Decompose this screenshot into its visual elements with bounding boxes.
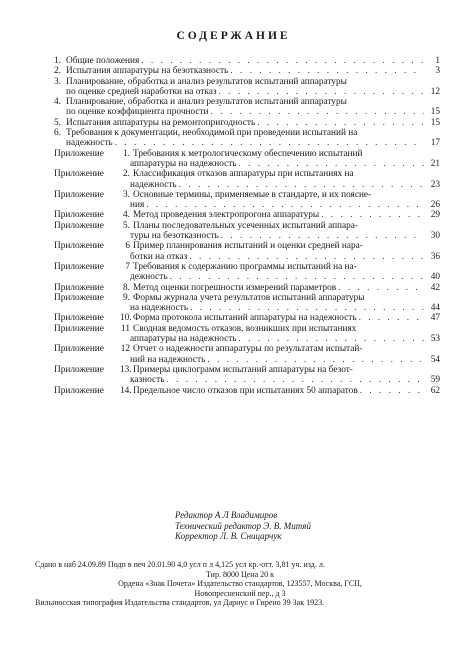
toc-entry-line (54, 303, 440, 313)
toc-appendix-entry (54, 149, 440, 170)
imprint-line-publisher: Ордена «Знак Почета» Издательство стандартов, 123557, Москва, ГСП, (118, 579, 362, 589)
section-number: 4. (54, 97, 61, 108)
dot-leader (360, 386, 424, 396)
toc-entry-line (54, 334, 440, 344)
toc-entry-line (54, 313, 440, 323)
appendix-number: 3. (123, 189, 130, 200)
page-number: 17 (430, 138, 440, 149)
imprint-line-circulation: Тир. 8000 Цена 20 к (205, 569, 274, 579)
dot-leader (230, 66, 424, 76)
appendix-number: 4. (123, 210, 130, 221)
toc-entry-line (54, 221, 440, 231)
toc-appendix-entry (54, 190, 440, 211)
dot-leader (170, 272, 424, 282)
imprint-line-printer: Вильнюсская типография Издательства стандартов, ул Дариус и Гирено 39 Зак 1923. (35, 598, 325, 608)
section-number: 3. (54, 76, 61, 87)
page-number: 29 (430, 210, 440, 221)
appendix-number: 13. (120, 364, 132, 375)
appendix-number: 7 (125, 261, 130, 272)
page-number: 21 (430, 158, 440, 169)
table-of-contents (54, 56, 440, 396)
toc-appendix-entry (54, 313, 440, 323)
dot-leader (239, 159, 424, 169)
section-number: 1. (54, 56, 61, 66)
toc-entry-line (54, 365, 440, 375)
page-number: 26 (430, 200, 440, 211)
toc-appendix-entry (54, 262, 440, 283)
dot-leader (115, 138, 424, 148)
toc-entry-text: по оценке коэффициента прочности (66, 107, 209, 118)
toc-entry-line (54, 252, 440, 262)
toc-entry-text: по оценке средней наработки на отказ (66, 86, 217, 97)
dot-leader (338, 283, 424, 293)
toc-entry-line (54, 200, 440, 210)
toc-appendix-entry (54, 386, 440, 396)
toc-appendix-entry (54, 344, 440, 365)
appendix-label: Приложение (54, 292, 104, 303)
toc-entry-line (54, 97, 440, 107)
toc-entry-text: Требования к метрологическому обеспечению испытаний (133, 148, 363, 159)
page-number: 62 (430, 385, 440, 396)
toc-entry-line (54, 231, 440, 241)
appendix-number: 9. (123, 292, 130, 303)
toc-entry-text: ботки на отказ (130, 251, 188, 262)
appendix-label: Приложение (54, 241, 104, 252)
toc-entry-line (54, 272, 440, 282)
dot-leader (321, 210, 424, 220)
toc-entry-line (54, 210, 440, 220)
toc-entry-text: Формы журнала учета результатов испытаний аппаратуры (133, 292, 365, 303)
imprint-line-address: Новопресненский пер., д 3 (194, 588, 286, 598)
appendix-label: Приложение (54, 364, 104, 375)
page-number: 36 (430, 251, 440, 262)
toc-entry-text: Метод оценки погрешности измерений параметров (133, 282, 337, 293)
editorial-credits (175, 510, 311, 542)
appendix-label: Приложение (54, 344, 104, 355)
appendix-label: Приложение (54, 261, 104, 272)
toc-entry-text: Предельное число отказов при испытаниях 50 аппаратов (133, 385, 358, 396)
toc-entry-text: Требования к документации, необходимой при проведении испытаний на (66, 128, 358, 139)
toc-entry-text: Общие положения (66, 56, 140, 66)
toc-entry-text: Планы последовательных усеченных испытаний аппара- (133, 220, 359, 231)
page-number: 53 (430, 334, 440, 345)
dot-leader (221, 231, 424, 241)
appendix-number: 10. (120, 313, 132, 324)
appendix-number: 8. (123, 282, 130, 293)
toc-entry-line (54, 283, 440, 293)
toc-entry-line (54, 355, 440, 365)
appendix-label: Приложение (54, 323, 104, 334)
toc-entry-text: дежность (130, 272, 168, 283)
dot-leader (211, 107, 424, 117)
toc-appendix-entry (54, 221, 440, 242)
imprint-line-print-data: Сдано в наб 24.09.89 Подп в печ 20.01.90 4,0 усл п л 4,125 усл кр.-отт. 3,81 уч. изд. л. (35, 560, 325, 569)
toc-entry-text: Требования к содержанию программы испытаний на на- (133, 261, 357, 272)
appendix-number: 5. (123, 220, 130, 231)
toc-entry-text: Примеры циклограмм испытаний аппаратуры на безот- (133, 364, 353, 375)
dot-leader (239, 334, 424, 344)
page-number: 42 (430, 282, 440, 293)
toc-entry-text: Отчет о надежности аппаратуры по результатам испытай- (133, 344, 363, 355)
toc-entry-line (54, 56, 440, 66)
toc-entry-text: казность (130, 375, 165, 386)
toc-entry-line (54, 241, 440, 251)
toc-entry-line (54, 262, 440, 272)
appendix-label: Приложение (54, 385, 104, 396)
toc-entry-text: на надежность (130, 303, 189, 314)
appendix-number: 14. (120, 385, 132, 396)
toc-entry-line (54, 324, 440, 334)
dot-leader (146, 200, 424, 210)
toc-entry-line (54, 386, 440, 396)
imprint-block (35, 560, 445, 608)
toc-entry-text: Планирование, обработка и анализ результатов испытаний аппаратуры (66, 97, 347, 108)
dot-leader (190, 303, 424, 313)
toc-entry-text: Классификация отказов аппаратуры при испытаниях на (133, 169, 354, 180)
section-number: 6. (54, 128, 61, 139)
section-number: 2. (54, 66, 61, 77)
toc-appendix-entry (54, 365, 440, 386)
toc-entry-line (54, 138, 440, 148)
appendix-label: Приложение (54, 148, 104, 159)
toc-entry-text: Основные термины, применяемые в стандарте, и их поясне- (133, 189, 372, 200)
appendix-label: Приложение (54, 169, 104, 180)
toc-entry-line (54, 375, 440, 385)
appendix-number: 1. (123, 148, 130, 159)
dot-leader (189, 252, 424, 262)
toc-entry-line (54, 190, 440, 200)
page-number: 30 (430, 231, 440, 242)
page-number: 44 (430, 303, 440, 314)
toc-entry-text: надежность (66, 138, 113, 149)
toc-entry-text: аппаратуры на надежность (130, 158, 237, 169)
toc-entry-text: Форма протокола испытаний аппаратуры на надежность (133, 313, 357, 324)
appendix-label: Приложение (54, 210, 104, 221)
toc-entry-line (54, 149, 440, 159)
section-number: 5. (54, 117, 61, 128)
toc-entry-text: Метод проведения электропрогона аппаратуры (133, 210, 320, 221)
toc-appendix-entry (54, 210, 440, 220)
toc-section-entry (54, 128, 440, 149)
toc-entry-line (54, 344, 440, 354)
appendix-number: 2. (123, 169, 130, 180)
toc-entry-text: Испытания аппаратуры на безотказность (66, 66, 229, 77)
editor-credit: Редактор А Л Владимиров (175, 510, 278, 520)
dot-leader (207, 355, 424, 365)
toc-entry-line (54, 128, 440, 138)
appendix-label: Приложение (54, 282, 104, 293)
toc-entry-line (54, 107, 440, 117)
toc-section-entry (54, 77, 440, 98)
toc-entry-line (54, 180, 440, 190)
dot-leader (257, 118, 424, 128)
page-number: 15 (430, 107, 440, 118)
toc-entry-text: ния (130, 200, 145, 211)
appendix-label: Приложение (54, 313, 104, 324)
dot-leader (141, 56, 424, 66)
toc-entry-text: аппаратуры на надежность (130, 334, 237, 345)
tech-editor-credit: Технический редактор Э. В. Митяй (175, 520, 311, 531)
toc-entry-line (54, 87, 440, 97)
page-title: СОДЕРЖАНИЕ (176, 30, 291, 42)
page-number: 23 (430, 179, 440, 190)
toc-entry-line (54, 159, 440, 169)
toc-entry-text: Пример планирования испытаний и оценки средней нара- (133, 241, 363, 252)
page-number: 12 (430, 86, 440, 97)
toc-appendix-entry (54, 283, 440, 293)
toc-appendix-entry (54, 293, 440, 314)
appendix-label: Приложение (54, 189, 104, 200)
toc-entry-text: Испытания аппаратуры на ремонтопригодность (66, 117, 256, 128)
page-number: 47 (430, 313, 440, 324)
page-number: 59 (430, 375, 440, 386)
dot-leader (359, 313, 424, 323)
toc-entry-line (54, 169, 440, 179)
appendix-number: 11 (121, 323, 130, 334)
toc-appendix-entry (54, 241, 440, 262)
toc-entry-text: ний на надежность (130, 354, 206, 365)
toc-entry-line (54, 66, 440, 76)
dot-leader (179, 180, 424, 190)
toc-entry-line (54, 77, 440, 87)
appendix-number: 6 (125, 241, 130, 252)
toc-entry-line (54, 293, 440, 303)
dot-leader (166, 375, 424, 385)
toc-section-entry (54, 97, 440, 118)
toc-section-entry (54, 118, 440, 128)
appendix-label: Приложение (54, 220, 104, 231)
dot-leader (219, 87, 424, 97)
toc-entry-text: Планирование, обработка и анализ результатов испытаний аппаратуры (66, 76, 347, 87)
page-number: 54 (430, 354, 440, 365)
page-number: 1 (435, 56, 440, 66)
proofreader-credit: Корректор Л. В. Сницарчук (175, 531, 282, 541)
toc-section-entry (54, 66, 440, 76)
toc-appendix-entry (54, 169, 440, 190)
appendix-number: 12 (120, 344, 130, 355)
toc-entry-text: надежность (130, 179, 177, 190)
page-number: 3 (435, 66, 440, 77)
page-number: 40 (430, 272, 440, 283)
toc-section-entry (54, 56, 440, 66)
toc-entry-text: туры на безотказность (130, 231, 219, 242)
toc-entry-text: Сводная ведомость отказов, возникших при испытаниях (133, 323, 357, 334)
toc-appendix-entry (54, 324, 440, 345)
toc-entry-line (54, 118, 440, 128)
page-number: 15 (430, 117, 440, 128)
